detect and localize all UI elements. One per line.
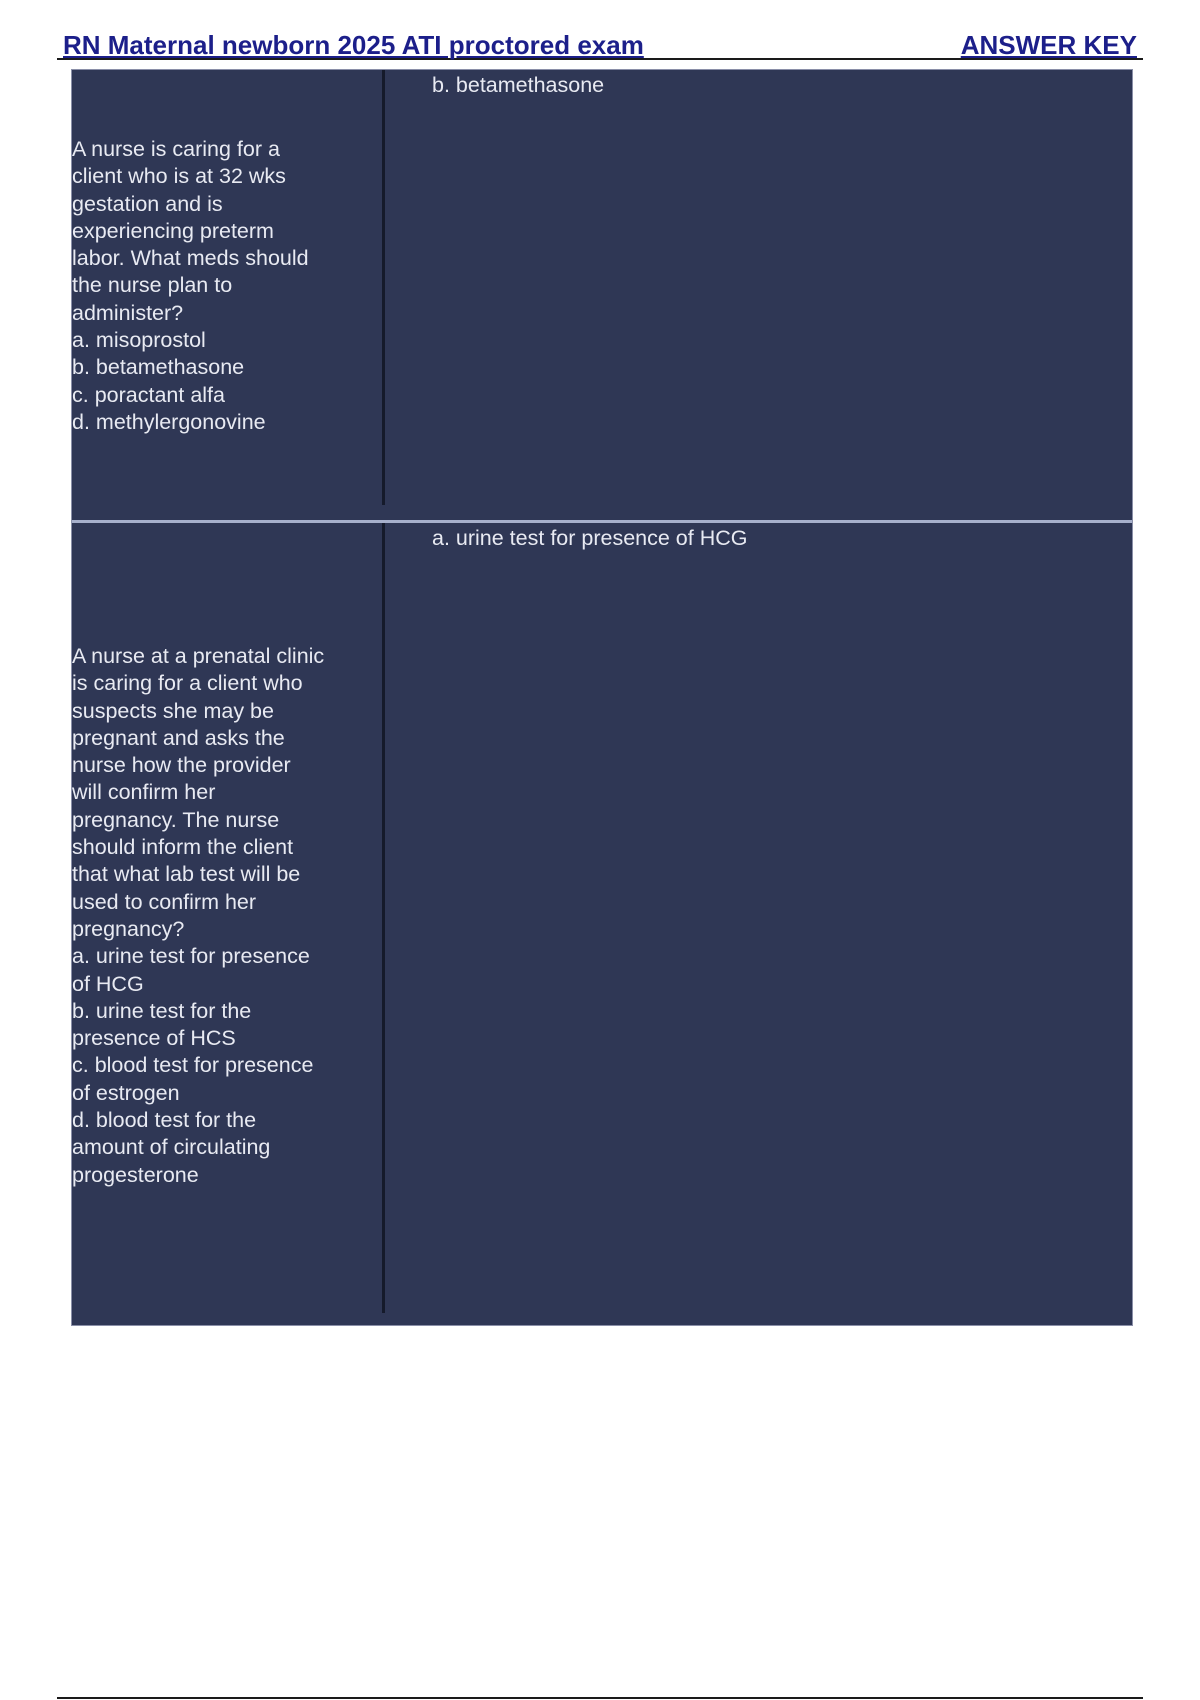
answer-key-label: ANSWER KEY (960, 30, 1137, 60)
question-text: A nurse at a prenatal clinic is caring for a client who suspects she may be pregnant and asks the nurse how the provider will confirm her pregnancy. The nurse should inform the client that what lab test will be used to confirm her pregnancy? a. urine test for presence of HCG b. urine test for the presence of HCS c. blood test for presence of estrogen d. blood test for the amount of circulating progesterone (72, 644, 325, 1187)
flashcard-row (72, 70, 1132, 520)
answer-text: b. betamethasone (432, 73, 605, 97)
question-text: A nurse is caring for a client who is at 32 wks gestation and is experiencing preterm labor. What meds should the nurse plan to administer? a. misoprostol b. betamethasone c. poractant alfa d. methylergonovine (72, 137, 309, 434)
answer-text: a. urine test for presence of HCG (432, 526, 748, 550)
column-divider (382, 70, 385, 505)
document-title: RN Maternal newborn 2025 ATI proctored exam (63, 30, 644, 60)
page-header (57, 30, 1143, 60)
flashcard-table (71, 69, 1133, 1326)
flashcard-row (72, 523, 1132, 1325)
footer-rule (57, 1697, 1143, 1699)
column-divider (382, 523, 385, 1313)
